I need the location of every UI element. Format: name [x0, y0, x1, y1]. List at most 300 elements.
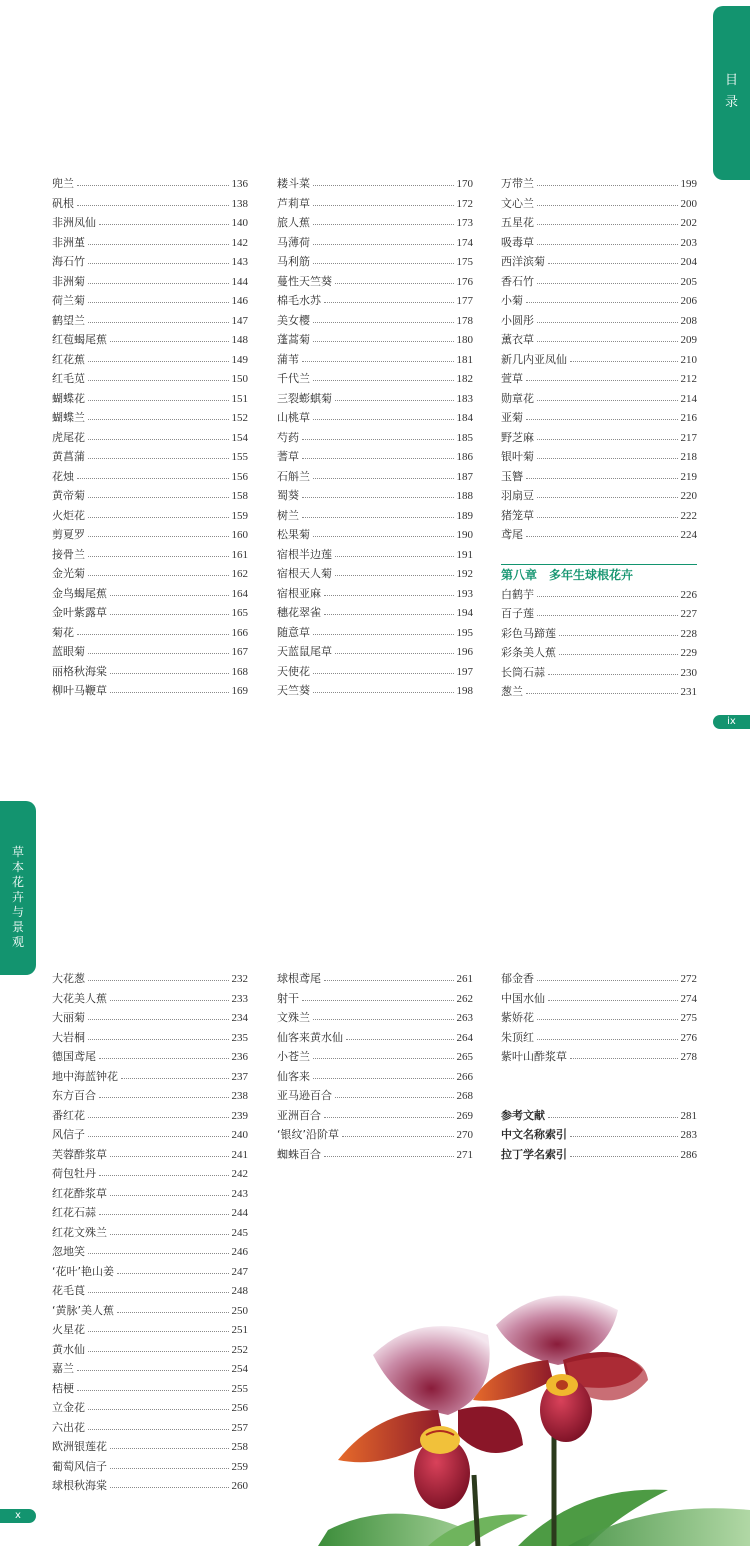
toc-entry-page: 262 — [456, 992, 473, 1005]
toc-entry[interactable] — [277, 989, 473, 1009]
dot-leader — [559, 634, 678, 636]
dot-leader — [537, 223, 678, 225]
toc-entry-page: 183 — [456, 392, 473, 405]
dot-leader — [77, 1369, 229, 1371]
toc-entry[interactable] — [52, 486, 248, 506]
toc-entry-title: 嘉兰 — [52, 1362, 74, 1375]
dot-leader — [88, 418, 229, 420]
toc-entry-title: 宿根亚麻 — [277, 586, 321, 600]
toc-entry[interactable] — [52, 311, 248, 331]
toc-entry-title: 小苍兰 — [277, 1050, 310, 1063]
toc-entry-title: 大丽菊 — [52, 1011, 85, 1024]
toc-entry[interactable] — [52, 681, 248, 701]
toc-entry[interactable] — [52, 1164, 248, 1184]
dot-leader — [335, 1096, 454, 1098]
toc-entry[interactable] — [277, 623, 473, 643]
toc-entry[interactable] — [501, 428, 697, 448]
toc-entry[interactable] — [277, 506, 473, 526]
dot-leader — [537, 438, 678, 440]
toc-entry[interactable] — [277, 1008, 473, 1028]
side-tab-book-title — [0, 801, 36, 975]
dot-leader — [537, 243, 678, 245]
toc-entry-page: 165 — [231, 607, 248, 619]
toc-entry[interactable] — [52, 1320, 248, 1340]
toc-entry[interactable] — [277, 584, 473, 604]
chapter-heading[interactable] — [501, 564, 697, 585]
dot-leader — [77, 204, 229, 206]
toc-entry[interactable] — [52, 1203, 248, 1223]
toc-entry-page: 250 — [231, 1304, 248, 1317]
dot-leader — [526, 692, 678, 694]
toc-entry[interactable] — [52, 369, 248, 389]
toc-entry[interactable] — [52, 291, 248, 311]
toc-entry[interactable] — [277, 428, 473, 448]
toc-entry[interactable] — [52, 389, 248, 409]
toc-entry[interactable] — [52, 623, 248, 643]
toc-entry-page: 155 — [231, 451, 248, 463]
toc-entry-page: 256 — [231, 1402, 248, 1414]
toc-entry[interactable] — [277, 272, 473, 292]
toc-entry-page: 164 — [231, 587, 248, 600]
toc-entry-title: 金叶紫露草 — [52, 606, 107, 619]
toc-entry[interactable] — [52, 1418, 248, 1438]
toc-entry-page: 208 — [680, 314, 697, 327]
toc-entry-title: 马薄荷 — [277, 235, 310, 249]
toc-entry[interactable] — [501, 252, 697, 272]
toc-entry[interactable] — [501, 233, 697, 253]
dot-leader — [313, 184, 454, 186]
toc-entry-title: 大花美人蕉 — [52, 991, 107, 1005]
toc-entry-page: 269 — [456, 1109, 473, 1122]
dot-leader — [88, 1330, 229, 1332]
toc-entry[interactable] — [277, 1047, 473, 1067]
toc-entry[interactable] — [277, 545, 473, 565]
dot-leader — [117, 1272, 229, 1274]
toc-entry[interactable] — [277, 350, 473, 370]
toc-entry-title: 小菊 — [501, 294, 523, 307]
toc-entry[interactable] — [501, 969, 697, 989]
toc-entry-page: 239 — [231, 1109, 248, 1122]
toc-entry[interactable] — [501, 682, 697, 702]
toc-entry[interactable] — [501, 194, 697, 214]
toc-entry[interactable] — [277, 330, 473, 350]
toc-entry[interactable] — [52, 252, 248, 272]
toc-entry-title: 羽扇豆 — [501, 489, 534, 502]
toc-entry[interactable] — [52, 1359, 248, 1379]
toc-entry-page: 209 — [680, 334, 697, 346]
dot-leader — [99, 1096, 229, 1098]
toc-entry[interactable] — [52, 506, 248, 526]
toc-entry[interactable] — [277, 213, 473, 233]
toc-entry[interactable] — [52, 989, 248, 1009]
toc-entry[interactable] — [277, 969, 473, 989]
dot-leader — [537, 595, 678, 597]
toc-entry-page: 246 — [231, 1246, 248, 1258]
toc-entry-title: 拉丁学名索引 — [501, 1147, 567, 1161]
toc-entry-page: 276 — [680, 1031, 697, 1044]
toc-entry-title: 芦莉草 — [277, 196, 310, 210]
toc-entry-title: 美女樱 — [277, 313, 310, 327]
toc-entry-page: 247 — [231, 1265, 248, 1278]
toc-entry[interactable] — [501, 311, 697, 331]
toc-entry-page: 138 — [231, 197, 248, 210]
toc-entry-page: 220 — [680, 490, 697, 502]
page-number-left: x — [0, 1509, 36, 1523]
toc-entry-title: 鹤望兰 — [52, 313, 85, 327]
toc-entry-page: 173 — [456, 217, 473, 229]
toc-entry-title: 荷包牡丹 — [52, 1167, 96, 1180]
dot-leader — [88, 301, 229, 303]
toc-entry-page: 154 — [231, 431, 248, 444]
toc-entry[interactable] — [501, 1028, 697, 1048]
dot-leader — [88, 555, 229, 557]
dot-leader — [526, 379, 678, 381]
dot-leader — [302, 496, 454, 498]
toc-entry[interactable] — [52, 272, 248, 292]
toc-entry[interactable] — [52, 1086, 248, 1106]
dot-leader — [313, 1077, 454, 1079]
toc-entry-page: 240 — [231, 1129, 248, 1141]
toc-entry[interactable] — [52, 564, 248, 584]
toc-entry-title: 新几内亚凤仙 — [501, 352, 567, 366]
toc-entry[interactable] — [501, 467, 697, 487]
dot-leader — [548, 999, 678, 1001]
toc-entry-title: 野芝麻 — [501, 430, 534, 444]
toc-entry-title: 忽地笑 — [52, 1245, 85, 1258]
toc-entry-page: 143 — [231, 256, 248, 268]
toc-entry[interactable] — [52, 1125, 248, 1145]
dot-leader — [77, 477, 229, 479]
dot-leader — [88, 1135, 229, 1137]
toc-entry[interactable] — [501, 272, 697, 292]
toc-entry-page: 185 — [456, 431, 473, 444]
toc-entry-title: 火炬花 — [52, 508, 85, 522]
toc-entry-page: 224 — [680, 529, 697, 541]
toc-entry[interactable] — [52, 1106, 248, 1126]
toc-entry[interactable] — [52, 467, 248, 487]
toc-entry[interactable] — [52, 603, 248, 623]
toc-entry-title: 吸毒草 — [501, 235, 534, 249]
toc-entry-page: 248 — [231, 1285, 248, 1297]
toc-entry-title: 红花文殊兰 — [52, 1225, 107, 1239]
toc-entry-title: 菊花 — [52, 625, 74, 639]
dot-leader — [537, 614, 678, 616]
toc-entry-title: 中文名称索引 — [501, 1128, 567, 1141]
dot-leader — [88, 1018, 229, 1020]
toc-entry[interactable] — [277, 1125, 473, 1145]
toc-entry-title: 海石竹 — [52, 255, 85, 268]
toc-entry[interactable] — [501, 643, 697, 663]
toc-entry[interactable] — [501, 350, 697, 370]
toc-list — [501, 585, 697, 702]
toc-entry[interactable] — [277, 1067, 473, 1087]
dot-leader — [324, 1116, 454, 1118]
toc-entry[interactable] — [277, 681, 473, 701]
dot-leader — [537, 1038, 678, 1040]
dot-leader — [313, 535, 454, 537]
toc-entry-page: 160 — [231, 529, 248, 541]
toc-entry-page: 177 — [456, 295, 473, 307]
toc-entry-title: 风信子 — [52, 1128, 85, 1141]
dot-leader — [570, 1135, 678, 1137]
toc-entry-title: 柳叶马鞭草 — [52, 684, 107, 697]
side-tab-contents — [713, 6, 750, 180]
toc-entry-page: 258 — [231, 1441, 248, 1453]
toc-entry[interactable] — [277, 467, 473, 487]
toc-entry-page: 243 — [231, 1187, 248, 1200]
toc-entry[interactable] — [52, 1476, 248, 1496]
toc-entry[interactable] — [501, 585, 697, 605]
toc-entry-title: 朱顶红 — [501, 1030, 534, 1044]
toc-column — [501, 174, 697, 702]
dot-leader — [537, 184, 678, 186]
toc-entry-title: 松果菊 — [277, 528, 310, 541]
toc-entry[interactable] — [277, 252, 473, 272]
toc-entry-title: 球根鸢尾 — [277, 972, 321, 985]
toc-entry[interactable] — [277, 603, 473, 623]
side-tab-char: 草 — [11, 845, 24, 859]
toc-entry[interactable] — [501, 663, 697, 683]
toc-entry-title: 黄菖蒲 — [52, 450, 85, 463]
dot-leader — [526, 418, 678, 420]
toc-entry-page: 170 — [456, 178, 473, 190]
toc-entry[interactable] — [277, 233, 473, 253]
toc-entry[interactable] — [501, 1106, 697, 1126]
toc-entry[interactable] — [501, 525, 697, 545]
toc-entry[interactable] — [501, 291, 697, 311]
toc-entry[interactable] — [52, 1047, 248, 1067]
toc-entry[interactable] — [52, 1301, 248, 1321]
toc-entry[interactable] — [501, 213, 697, 233]
toc-entry[interactable] — [52, 1379, 248, 1399]
toc-entry[interactable] — [277, 525, 473, 545]
toc-entry-page: 151 — [231, 392, 248, 405]
toc-entry[interactable] — [277, 194, 473, 214]
toc-entry-title: 百子莲 — [501, 607, 534, 620]
dot-leader — [313, 379, 454, 381]
toc-entry[interactable] — [501, 624, 697, 644]
toc-entry[interactable] — [52, 584, 248, 604]
dot-leader — [335, 282, 454, 284]
toc-entry-page: 278 — [680, 1051, 697, 1063]
toc-entry-title: 蓝眼菊 — [52, 645, 85, 658]
dot-leader — [77, 633, 229, 635]
toc-entry[interactable] — [52, 1223, 248, 1243]
toc-entry[interactable] — [501, 486, 697, 506]
toc-entry-page: 166 — [231, 626, 248, 639]
toc-entry[interactable] — [501, 506, 697, 526]
toc-entry[interactable] — [501, 1145, 697, 1165]
toc-entry-page: 263 — [456, 1012, 473, 1024]
toc-entry-title: 仙客来 — [277, 1069, 310, 1083]
dot-leader — [77, 1389, 229, 1391]
dot-leader — [88, 1252, 229, 1254]
toc-entry-page: 275 — [680, 1012, 697, 1024]
toc-entry-page: 162 — [231, 568, 248, 580]
dot-leader — [99, 1213, 229, 1215]
toc-entry-title: 桔梗 — [52, 1381, 74, 1395]
toc-entry[interactable] — [277, 642, 473, 662]
toc-entry-page: 144 — [231, 275, 248, 288]
toc-entry[interactable] — [52, 1398, 248, 1418]
toc-entry[interactable] — [52, 1028, 248, 1048]
toc-entry[interactable] — [52, 330, 248, 350]
toc-entry-page: 204 — [680, 256, 697, 268]
toc-entry-title: 蓬蒿菊 — [277, 333, 310, 346]
toc-entry[interactable] — [52, 525, 248, 545]
chapter-title: 多年生球根花卉 — [549, 567, 634, 582]
toc-entry-page: 206 — [680, 295, 697, 307]
toc-entry-title: 白鹤芋 — [501, 587, 534, 601]
toc-entry-title: 天蓝鼠尾草 — [277, 645, 332, 658]
toc-entry-page: 265 — [456, 1051, 473, 1063]
toc-entry-page: 216 — [680, 412, 697, 424]
toc-entry[interactable] — [501, 989, 697, 1009]
toc-entry-title: 中国水仙 — [501, 991, 545, 1005]
toc-entry[interactable] — [501, 1008, 697, 1028]
toc-entry-title: 大岩桐 — [52, 1030, 85, 1044]
toc-entry-title: 文心兰 — [501, 196, 534, 210]
toc-entry[interactable] — [501, 1047, 697, 1067]
toc-entry[interactable] — [277, 389, 473, 409]
dot-leader — [88, 496, 229, 498]
toc-entry[interactable] — [52, 1262, 248, 1282]
dot-leader — [313, 1018, 454, 1020]
toc-entry-title: 兜兰 — [52, 177, 74, 190]
toc-entry-title: 玉簪 — [501, 469, 523, 483]
toc-entry[interactable] — [501, 369, 697, 389]
toc-entry-title: 紫娇花 — [501, 1011, 534, 1024]
toc-entry[interactable] — [277, 1028, 473, 1048]
toc-entry[interactable] — [52, 174, 248, 194]
toc-entry[interactable] — [52, 1145, 248, 1165]
toc-entry-page: 168 — [231, 665, 248, 678]
dot-leader — [110, 1467, 229, 1469]
dot-leader — [110, 613, 229, 615]
toc-entry[interactable] — [501, 174, 697, 194]
dot-leader — [548, 673, 678, 675]
dot-leader — [313, 1057, 454, 1059]
toc-entry[interactable] — [277, 291, 473, 311]
toc-entry[interactable] — [501, 447, 697, 467]
toc-entry-title: 地中海蓝钟花 — [52, 1069, 118, 1083]
toc-entry-title: 穗花翠雀 — [277, 606, 321, 619]
toc-entry-title: 银叶菊 — [501, 450, 534, 463]
toc-entry-page: 142 — [231, 236, 248, 249]
toc-entry[interactable] — [52, 1008, 248, 1028]
toc-entry[interactable] — [501, 330, 697, 350]
toc-entry-page: 270 — [456, 1129, 473, 1141]
toc-entry-title: 非洲堇 — [52, 235, 85, 249]
dot-leader — [324, 1155, 454, 1157]
side-tab-char: 本 — [11, 860, 24, 874]
toc-entry[interactable] — [52, 969, 248, 989]
toc-entry[interactable] — [52, 408, 248, 428]
toc-entry-title: 鸢尾 — [501, 528, 523, 541]
toc-entry[interactable] — [52, 1242, 248, 1262]
toc-entry[interactable] — [52, 233, 248, 253]
dot-leader — [570, 1057, 678, 1059]
toc-entry-title: 非洲菊 — [52, 274, 85, 288]
toc-entry[interactable] — [501, 408, 697, 428]
side-tab-book-title-label — [0, 845, 36, 950]
toc-entry-page: 232 — [231, 973, 248, 985]
toc-entry[interactable] — [277, 369, 473, 389]
toc-entry[interactable] — [52, 1457, 248, 1477]
toc-entry[interactable] — [52, 213, 248, 233]
toc-entry[interactable] — [501, 1125, 697, 1145]
toc-entry[interactable] — [277, 1145, 473, 1165]
toc-entry-page: 140 — [231, 217, 248, 229]
toc-entry-title: 番红花 — [52, 1108, 85, 1122]
toc-entry-page: 233 — [231, 992, 248, 1005]
toc-entry[interactable] — [277, 174, 473, 194]
dot-leader — [77, 184, 229, 186]
toc-entry-page: 257 — [231, 1421, 248, 1434]
toc-entry[interactable] — [52, 1067, 248, 1087]
toc-entry-page: 202 — [680, 217, 697, 229]
toc-entry[interactable] — [52, 1184, 248, 1204]
toc-entry-title: 花烛 — [52, 469, 74, 483]
toc-entry-page: 205 — [680, 275, 697, 288]
side-tab-contents-label: 目 录 — [724, 73, 738, 110]
toc-entry-title: 彩条美人蕉 — [501, 646, 556, 659]
toc-entry-page: 228 — [680, 627, 697, 640]
toc-list — [501, 174, 697, 545]
toc-entry[interactable] — [52, 1281, 248, 1301]
toc-entry-page: 150 — [231, 373, 248, 385]
dot-leader — [537, 496, 678, 498]
toc-entry[interactable] — [52, 428, 248, 448]
toc-entry-title: 花毛茛 — [52, 1284, 85, 1297]
toc-entry[interactable] — [501, 389, 697, 409]
toc-entry[interactable] — [52, 1340, 248, 1360]
toc-entry-page: 148 — [231, 334, 248, 346]
toc-entry[interactable] — [277, 1106, 473, 1126]
toc-entry[interactable] — [52, 662, 248, 682]
toc-entry[interactable] — [52, 1437, 248, 1457]
toc-entry[interactable] — [277, 662, 473, 682]
toc-entry[interactable] — [277, 1086, 473, 1106]
toc-entry-page: 230 — [680, 666, 697, 679]
toc-entry[interactable] — [277, 408, 473, 428]
toc-entry[interactable] — [52, 447, 248, 467]
toc-entry[interactable] — [501, 604, 697, 624]
toc-entry[interactable] — [52, 194, 248, 214]
toc-entry[interactable] — [52, 545, 248, 565]
toc-entry-page: 226 — [680, 588, 697, 601]
toc-entry-title: 树兰 — [277, 508, 299, 522]
dot-leader — [570, 360, 678, 362]
toc-entry-title: ‘银纹’沿阶草 — [277, 1128, 339, 1141]
toc-entry[interactable] — [277, 311, 473, 331]
toc-entry-title: 芙蓉酢浆草 — [52, 1147, 107, 1161]
dot-leader — [88, 1291, 229, 1293]
page-number-right: ix — [713, 715, 750, 729]
toc-entry[interactable] — [52, 350, 248, 370]
toc-entry[interactable] — [277, 447, 473, 467]
toc-entry[interactable] — [277, 486, 473, 506]
toc-entry[interactable] — [277, 564, 473, 584]
toc-entry-page: 203 — [680, 236, 697, 249]
toc-column — [52, 969, 248, 1496]
side-tab-char: 与 — [11, 905, 24, 919]
dot-leader — [537, 516, 678, 518]
toc-entry-page: 178 — [456, 314, 473, 327]
dot-leader — [302, 360, 454, 362]
dot-leader — [335, 574, 454, 576]
toc-entry[interactable] — [52, 642, 248, 662]
